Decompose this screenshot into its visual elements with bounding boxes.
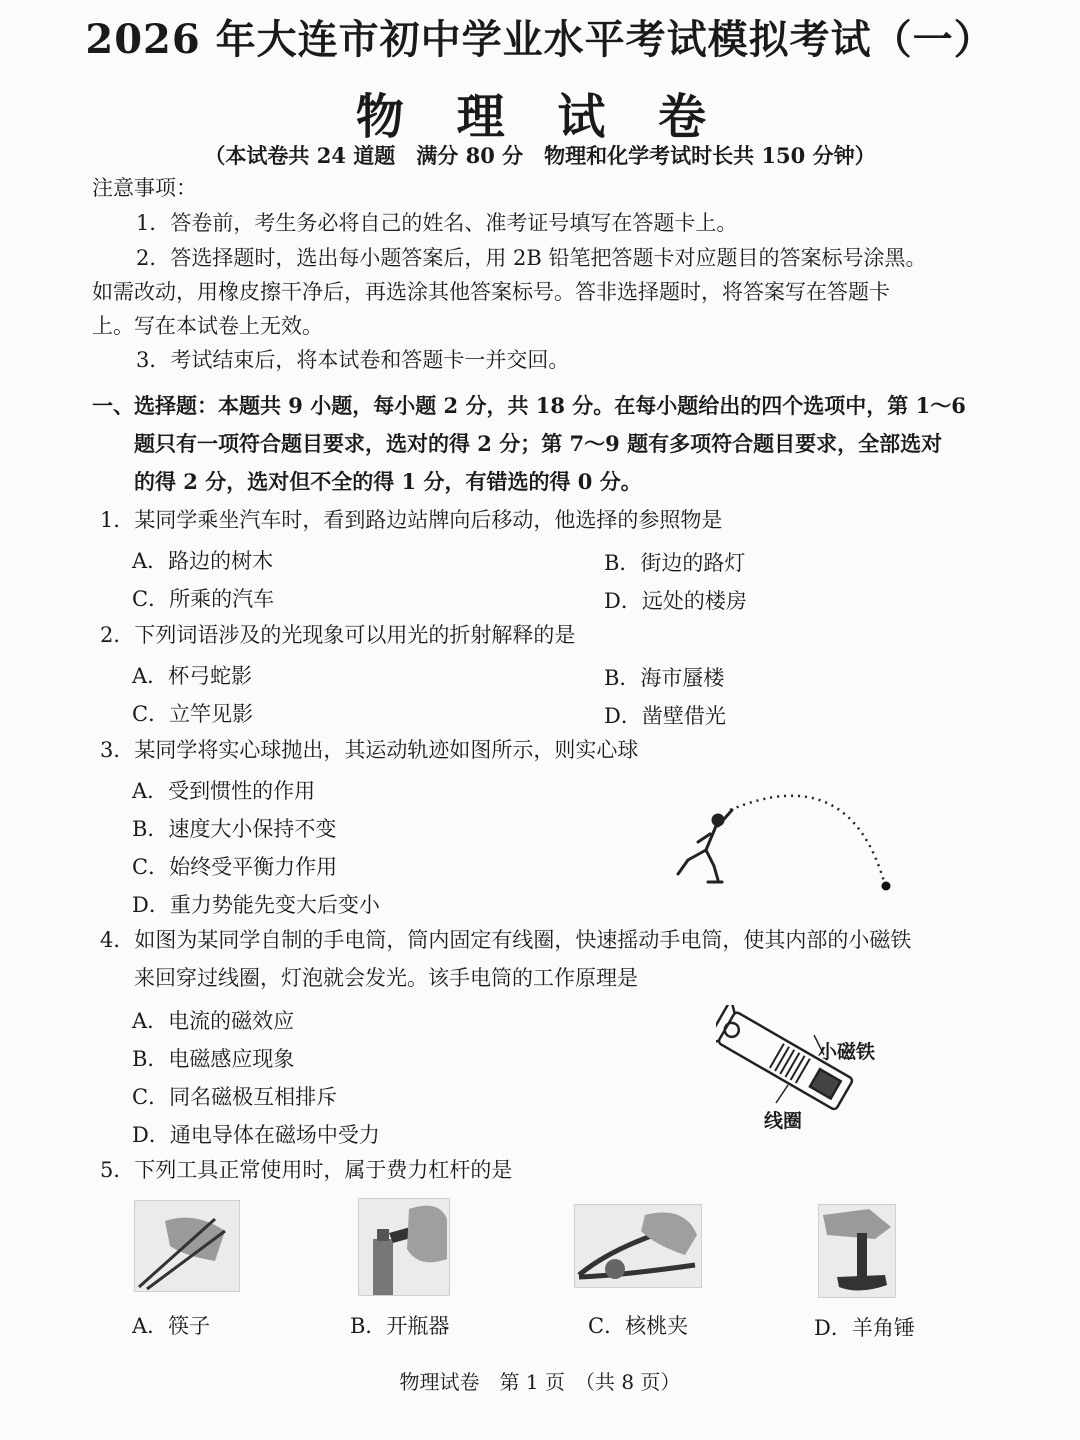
q2-stem: 2．下列词语涉及的光现象可以用光的折射解释的是 xyxy=(100,623,576,647)
q2-option-b: B．海市蜃楼 xyxy=(604,666,725,690)
section-heading-line1: 一、选择题：本题共 9 小题，每小题 2 分，共 18 分。在每小题给出的四个选项中，第 1～6 xyxy=(92,393,966,418)
q2-option-c: C．立竿见影 xyxy=(132,702,254,726)
bottle-opener-image xyxy=(358,1198,450,1296)
q5-option-b: B．开瓶器 xyxy=(350,1314,450,1338)
q3-option-d: D．重力势能先变大后变小 xyxy=(132,893,380,917)
q4-option-c: C．同名磁极互相排斥 xyxy=(132,1085,338,1109)
q2-option-d: D．凿壁借光 xyxy=(604,704,726,728)
q1-option-a: A．路边的树木 xyxy=(132,549,274,573)
bulb-icon xyxy=(722,1020,741,1039)
q3-stem: 3．某同学将实心球抛出，其运动轨迹如图所示，则实心球 xyxy=(100,738,639,762)
label-coil: 线圈 xyxy=(764,1110,803,1132)
notice-item-2-line3: 上。写在本试卷上无效。 xyxy=(92,314,323,338)
exam-info: （本试卷共 24 道题 满分 80 分 物理和化学考试时长共 150 分钟） xyxy=(204,143,876,168)
exam-title: 2026 年大连市初中学业水平考试模拟考试（一） xyxy=(85,16,995,63)
q4-option-b: B．电磁感应现象 xyxy=(132,1047,295,1071)
q3-option-b: B．速度大小保持不变 xyxy=(132,817,337,841)
claw-hammer-image xyxy=(818,1204,896,1298)
q1-option-b: B．街边的路灯 xyxy=(604,551,746,575)
notice-item-1: 1．答卷前，考生务必将自己的姓名、准考证号填写在答题卡上。 xyxy=(136,211,738,235)
label-magnet: 小磁铁 xyxy=(818,1041,876,1063)
q4-option-a: A．电流的磁效应 xyxy=(132,1009,295,1033)
q2-option-a: A．杯弓蛇影 xyxy=(132,664,253,688)
subject-title: 物 理 试 卷 xyxy=(355,89,725,145)
q3-option-a: A．受到惯性的作用 xyxy=(132,779,316,803)
q1-stem: 1．某同学乘坐汽车时，看到路边站牌向后移动，他选择的参照物是 xyxy=(100,508,723,532)
notice-item-2-line1: 2．答选择题时，选出每小题答案后，用 2B 铅笔把答题卡对应题目的答案标号涂黑。 xyxy=(136,246,927,270)
notice-heading: 注意事项： xyxy=(92,176,197,200)
q1-option-c: C．所乘的汽车 xyxy=(132,587,275,611)
q4-stem-line2: 来回穿过线圈，灯泡就会发光。该手电筒的工作原理是 xyxy=(134,966,638,990)
q5-option-d: D．羊角锤 xyxy=(814,1316,915,1340)
shot-ball xyxy=(882,882,891,891)
shot-put-trajectory-figure xyxy=(660,780,910,900)
q3-option-c: C．始终受平衡力作用 xyxy=(132,855,338,879)
thrower-icon xyxy=(678,810,732,882)
trajectory-path xyxy=(730,796,885,885)
q5-stem: 5．下列工具正常使用时，属于费力杠杆的是 xyxy=(100,1158,513,1182)
section-heading-line3: 的得 2 分，选对但不全的得 1 分，有错选的得 0 分。 xyxy=(134,469,642,494)
q5-option-c: C．核桃夹 xyxy=(588,1314,689,1338)
section-heading-line2: 题只有一项符合题目要求，选对的得 2 分；第 7～9 题有多项符合题目要求，全部选对 xyxy=(134,431,943,456)
page-footer: 物理试卷 第 1 页 （共 8 页） xyxy=(399,1370,681,1394)
magnet-icon xyxy=(810,1069,841,1098)
nutcracker-image xyxy=(574,1204,702,1288)
q4-option-d: D．通电导体在磁场中受力 xyxy=(132,1123,380,1147)
q1-option-d: D．远处的楼房 xyxy=(604,589,747,613)
notice-item-2-line2: 如需改动，用橡皮擦干净后，再选涂其他答案标号。答非选择题时，将答案写在答题卡 xyxy=(92,280,890,304)
notice-item-3: 3．考试结束后，将本试卷和答题卡一并交回。 xyxy=(136,348,570,372)
q5-option-a: A．筷子 xyxy=(132,1314,211,1338)
chopsticks-image xyxy=(134,1200,240,1292)
q4-stem-line1: 4．如图为某同学自制的手电筒，筒内固定有线圈，快速摇动手电筒，使其内部的小磁铁 xyxy=(100,928,912,952)
